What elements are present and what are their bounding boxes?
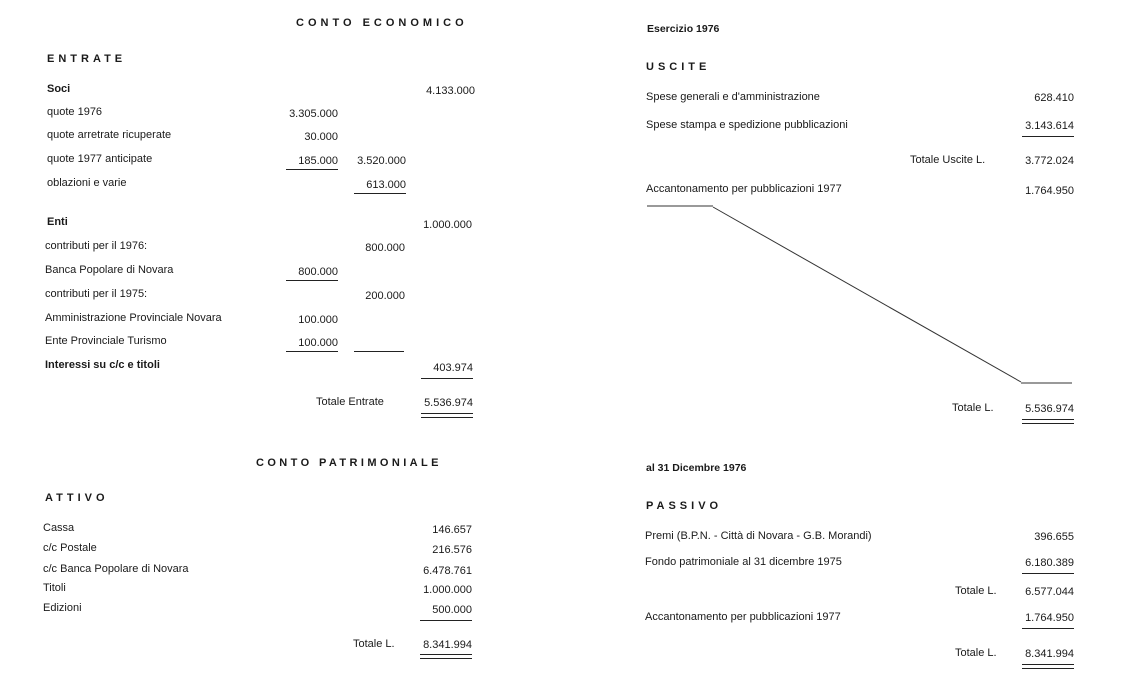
totale-passivo-value: 8.341.994	[1025, 648, 1074, 660]
banca-popolare-label: Banca Popolare di Novara	[45, 264, 174, 276]
totale-passivo-label: Totale L.	[955, 647, 997, 659]
conto-patrimoniale-heading: CONTO PATRIMONIALE	[256, 457, 442, 469]
conto-economico-heading: CONTO ECONOMICO	[296, 17, 468, 29]
quote-1977-value: 185.000	[298, 155, 338, 167]
attivo-item-label: Titoli	[43, 582, 66, 594]
accantonamento-label: Accantonamento per pubblicazioni 1977	[646, 183, 842, 195]
quote-1977-label: quote 1977 anticipate	[47, 153, 153, 165]
amministrazione-value: 100.000	[298, 314, 338, 326]
oblazioni-value: 613.000	[366, 179, 406, 191]
oblazioni-label: oblazioni e varie	[47, 177, 127, 189]
quote-1976-label: quote 1976	[47, 106, 103, 118]
quote-1976-value: 3.305.000	[289, 108, 338, 120]
soci-subtotal: 3.520.000	[357, 155, 406, 167]
attivo-item-value: 6.478.761	[423, 565, 472, 577]
soci-label: Soci	[47, 83, 71, 95]
attivo-item-value: 216.576	[432, 544, 472, 556]
spese-stampa-value: 3.143.614	[1025, 120, 1074, 132]
spese-stampa-label: Spese stampa e spedizione pubblicazioni	[646, 119, 848, 131]
underline-accantonamento-2	[1022, 628, 1074, 629]
enti-label: Enti	[47, 216, 68, 228]
totale-uscite-finale-value: 5.536.974	[1025, 403, 1074, 415]
accantonamento-2-label: Accantonamento per pubblicazioni 1977	[645, 611, 841, 623]
accantonamento-value: 1.764.950	[1025, 185, 1074, 197]
attivo-item-value: 500.000	[432, 604, 472, 616]
double-underline-totale-uscite	[1022, 419, 1074, 424]
totale-uscite-finale-label: Totale L.	[952, 402, 994, 414]
totale-attivo-label: Totale L.	[353, 638, 395, 650]
contributi-1976-label: contributi per il 1976:	[45, 240, 148, 252]
totale-passivo-parziale-value: 6.577.044	[1025, 586, 1074, 598]
totale-uscite-label: Totale Uscite L.	[910, 154, 986, 166]
premi-label: Premi (B.P.N. - Città di Novara - G.B. Morandi)	[645, 530, 872, 542]
spese-generali-label: Spese generali e d'amministrazione	[646, 91, 820, 103]
contributi-1975-value: 200.000	[365, 290, 405, 302]
esercizio-label: Esercizio 1976	[647, 23, 720, 35]
premi-value: 396.655	[1034, 531, 1074, 543]
attivo-item-value: 1.000.000	[423, 584, 472, 596]
uscite-label: USCITE	[646, 61, 711, 73]
ente-turismo-label: Ente Provinciale Turismo	[45, 335, 167, 347]
totale-entrate-label: Totale Entrate	[316, 396, 384, 408]
double-underline-totale-passivo	[1022, 664, 1074, 669]
quote-arretrate-value: 30.000	[304, 131, 338, 143]
amministrazione-label: Amministrazione Provinciale Novara	[45, 312, 222, 324]
totale-uscite-value: 3.772.024	[1025, 155, 1074, 167]
fondo-value: 6.180.389	[1025, 557, 1074, 569]
attivo-item-label: c/c Postale	[43, 542, 97, 554]
attivo-item-value: 146.657	[432, 524, 472, 536]
spese-generali-value: 628.410	[1034, 92, 1074, 104]
interessi-value: 403.974	[433, 362, 473, 374]
totale-attivo-value: 8.341.994	[423, 639, 472, 651]
underline-fondo	[1022, 573, 1074, 574]
soci-total: 4.133.000	[426, 85, 475, 97]
passivo-label: PASSIVO	[646, 500, 723, 512]
accantonamento-2-value: 1.764.950	[1025, 612, 1074, 624]
totale-entrate-value: 5.536.974	[424, 397, 473, 409]
interessi-label: Interessi su c/c e titoli	[45, 359, 160, 371]
enti-total: 1.000.000	[423, 219, 472, 231]
attivo-item-label: c/c Banca Popolare di Novara	[43, 563, 189, 575]
totale-passivo-parziale-label: Totale L.	[955, 585, 997, 597]
entrate-label: ENTRATE	[47, 53, 127, 65]
attivo-label: ATTIVO	[45, 492, 109, 504]
attivo-item-label: Cassa	[43, 522, 75, 534]
contributi-1976-value: 800.000	[365, 242, 405, 254]
quote-arretrate-label: quote arretrate ricuperate	[47, 129, 172, 141]
ente-turismo-value: 100.000	[298, 337, 338, 349]
al-31-dicembre-label: al 31 Dicembre 1976	[646, 462, 747, 474]
banca-popolare-value: 800.000	[298, 266, 338, 278]
contributi-1975-label: contributi per il 1975:	[45, 288, 148, 300]
fondo-label: Fondo patrimoniale al 31 dicembre 1975	[645, 556, 842, 568]
attivo-item-label: Edizioni	[43, 602, 82, 614]
